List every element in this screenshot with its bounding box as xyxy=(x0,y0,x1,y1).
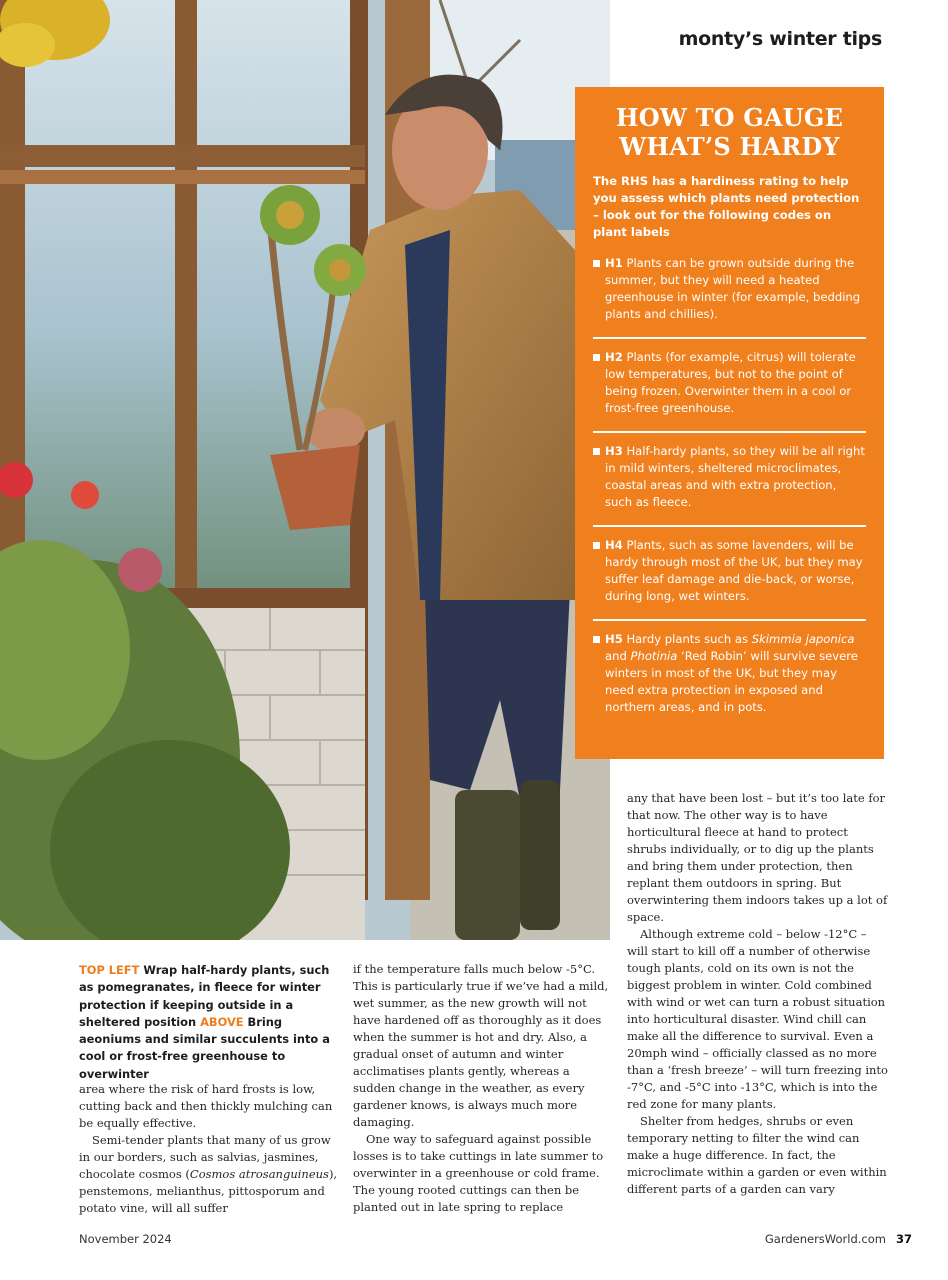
footer-site-url: GardenersWorld.com xyxy=(764,1232,886,1246)
body-paragraph: Shelter from hedges, shrubs or even temporary netting to filter the wind can make a huge difference. In fact, the microclimate within a garden or even within different parts of a garden can vary xyxy=(627,1114,887,1196)
bullet-square-icon xyxy=(593,354,600,361)
code-label: H1 xyxy=(605,256,623,270)
body-column-2 xyxy=(353,961,615,1216)
code-description: Plants, such as some lavenders, will be hardy through most of the UK, but they may suffer leaf damage and die-back, or worse, during long, wet winters. xyxy=(605,538,863,603)
plant-name-italic: Photinia xyxy=(630,649,678,663)
photo-caption xyxy=(79,962,339,1083)
caption-label-top-left: TOP LEFT xyxy=(79,963,140,977)
hardiness-code-h4 xyxy=(593,527,866,621)
code-description: Half-hardy plants, so they will be all right in mild winters, sheltered microclimates, coastal areas and with extra protection, such as fleece. xyxy=(605,444,865,509)
caption-text-above: Bring aeoniums and similar succulents into a cool or frost-free greenhouse to overwinter xyxy=(79,1014,330,1081)
bullet-square-icon xyxy=(593,542,600,549)
plant-name-italic: Skimmia japonica xyxy=(751,632,855,646)
infobox-intro: The RHS has a hardiness rating to help you assess which plants need protection – look out for the following codes on plant labels xyxy=(593,174,860,239)
hardiness-code-h1 xyxy=(593,255,866,339)
bullet-square-icon xyxy=(593,448,600,455)
body-paragraph xyxy=(79,1132,341,1217)
body-column-3 xyxy=(627,790,889,1198)
hardiness-code-list xyxy=(593,255,866,730)
footer-site xyxy=(765,1232,912,1246)
hardiness-code-h5 xyxy=(593,621,866,730)
body-column-1 xyxy=(79,1081,341,1217)
code-description-part: and xyxy=(605,649,631,663)
bullet-square-icon xyxy=(593,260,600,267)
code-description: Plants can be grown outside during the summer, but they will need a heated greenhouse in winter (for example, bedding plants and chillies). xyxy=(605,256,861,321)
infobox-title-line1: HOW TO GAUGE xyxy=(615,103,844,132)
code-description-part: Hardy plants such as xyxy=(626,632,752,646)
infobox-title xyxy=(593,103,866,161)
footer-date: November 2024 xyxy=(79,1232,172,1246)
caption-label-above: ABOVE xyxy=(200,1014,244,1029)
code-label: H3 xyxy=(605,444,623,458)
hardiness-info-box xyxy=(575,87,884,759)
page-number: 37 xyxy=(895,1232,912,1246)
body-text: ), penstemons, melianthus, pittosporum and potato vine, will all suffer xyxy=(79,1167,338,1215)
plant-name-italic: Cosmos atrosanguineus xyxy=(189,1167,329,1181)
body-paragraph: One way to safeguard against possible losses is to take cuttings in late summer to overwinter in a greenhouse or cold frame. The young rooted cuttings can then be planted out in late spring to replace xyxy=(353,1132,604,1214)
body-paragraph: any that have been lost – but it’s too late for that now. The other way is to have horticultural fleece at hand to protect shrubs individually, or to dig up the plants and bring them under protection, then replant them outdoors in spring. But overwintering them indoors takes up a lot of space. xyxy=(627,791,888,924)
code-label: H4 xyxy=(605,538,623,552)
hardiness-code-h3 xyxy=(593,433,866,527)
body-paragraph: area where the risk of hard frosts is low, cutting back and then thickly mulching can be equally effective. xyxy=(79,1082,333,1130)
body-paragraph: if the temperature falls much below -5°C. This is particularly true if we’ve had a mild, wet summer, as the new growth will not have hardened off as thoroughly as it does when the summer is hot and dry. Also, a gradual onset of autumn and winter acclimatises plants gently, whereas a sudden change in the weather, as every gardener knows, is always much more damaging. xyxy=(353,962,609,1129)
code-description-part: ‘Red Robin’ will survive severe winters in most of the UK, but they may need extra protection in exposed and northern areas, and in pots. xyxy=(605,649,858,714)
infobox-title-line2: WHAT’S HARDY xyxy=(619,132,840,161)
code-label: H2 xyxy=(605,350,623,364)
caption-text-top-left: Wrap half-hardy plants, such as pomegranates, in fleece for winter protection if keeping outside in a sheltered position xyxy=(79,963,330,1029)
code-description: Plants (for example, citrus) will tolerate low temperatures, but not to the point of being frozen. Overwinter them in a cool or frost-free greenhouse. xyxy=(605,350,856,415)
code-label: H5 xyxy=(605,632,623,646)
hardiness-code-h2 xyxy=(593,339,866,433)
section-title: monty’s winter tips xyxy=(678,28,882,50)
bullet-square-icon xyxy=(593,636,600,643)
body-paragraph: Although extreme cold – below -12°C – will start to kill off a number of otherwise tough plants, cold on its own is not the biggest problem in winter. Cold combined with wind or wet can turn a robust situation into horticultural disaster. Wind chill can make all the difference to survival. Even a 20mph wind – officially classed as no more than a ‘fresh breeze’ – will turn freezing into -7°C, and -5°C into -13°C, which is into the red zone for many plants. xyxy=(627,927,888,1111)
body-text: Semi-tender plants that many of us grow in our borders, such as salvias, jasmines, chocolate cosmos ( xyxy=(79,1133,331,1181)
photo-monty-greenhouse xyxy=(0,0,610,940)
